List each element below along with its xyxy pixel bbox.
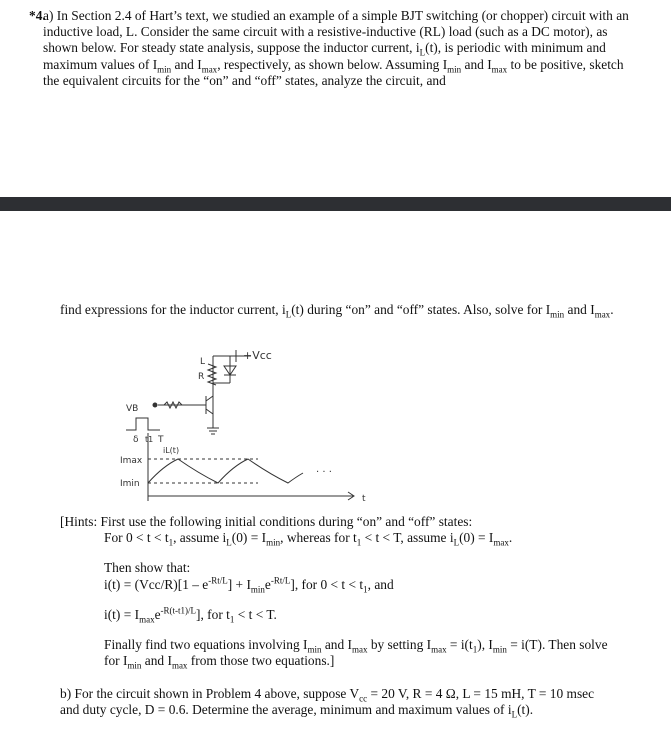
t1-label: t1 bbox=[145, 435, 154, 444]
imax-label: Imax bbox=[120, 456, 143, 466]
problem-b-text: b) For the circuit shown in Problem 4 above, suppose $V_{cc} = 20$ V, R = 4 Ω, L = 15 mH, T = 10 msec and duty cycle, D = 0.6. Determine the average, minimum and maximum values of $i_L(t)$. bbox=[60, 686, 595, 720]
delta-label: δ bbox=[133, 435, 139, 445]
circuit-sketch-figure bbox=[118, 338, 378, 508]
problem-number: *4. bbox=[29, 8, 46, 23]
hints-block: [Hints: First use the following initial conditions during “on” and “off” states: For $0 < t < t_1$, assume $i_L(0) = I_{min}$, whereas for $t_1 < t < T$, assume $i_L(0) = I_{max}$. Then show that: $i(t) = (Vcc/R)[1 - e^{-Rt/L}] + I_{min}e^{-Rt/L}$], for $0 < t < t_1$, and $i(t) = I_{max}e^{-R(t-t1)/L}$], for $t_1 < t < T$. Finally find two equations involving $I_{min}$ and $I_{max}$ by setting $I_{max} = i(t_1)$, $I_{min} = i(T)$. Then solve for $I_{min}$ and $I_{max}$ from those two equations.] bbox=[60, 514, 608, 671]
t-axis-label: t bbox=[362, 494, 366, 504]
continuation-dots: · · · bbox=[316, 467, 332, 478]
page-break-band bbox=[0, 197, 671, 211]
imin-label: Imin bbox=[120, 479, 140, 489]
T-label: T bbox=[158, 435, 164, 445]
vb-label: VB bbox=[126, 404, 139, 414]
r-label: R bbox=[198, 372, 205, 382]
l-label: L bbox=[200, 357, 206, 367]
problem-a-continued: find expressions for the inductor current, $i_L(t)$ during “on” and “off” states. Also, solve for $I_{min}$ and $I_{max}$. bbox=[60, 302, 614, 320]
vcc-label: +Vcc bbox=[243, 349, 272, 362]
il-label: iL(t) bbox=[163, 446, 180, 455]
problem-a-text: *4. a) In Section 2.4 of Hart’s text, we studied an example of a simple BJT switching (or chopper) circuit with an inductive load, L. Consider the same circuit with a resistive-inductive (RL) load (such as a DC motor), as shown below. For steady state analysis, suppose the inductor current, $i_L(t)$, is periodic with minimum and maximum values of $I_{min}$ and $I_{max}$, respectively, as shown below. Assuming $I_{min}$ and $I_{max}$ to be positive, sketch the equivalent circuits for the “on” and “off” states, analyze the circuit, and bbox=[29, 8, 629, 88]
